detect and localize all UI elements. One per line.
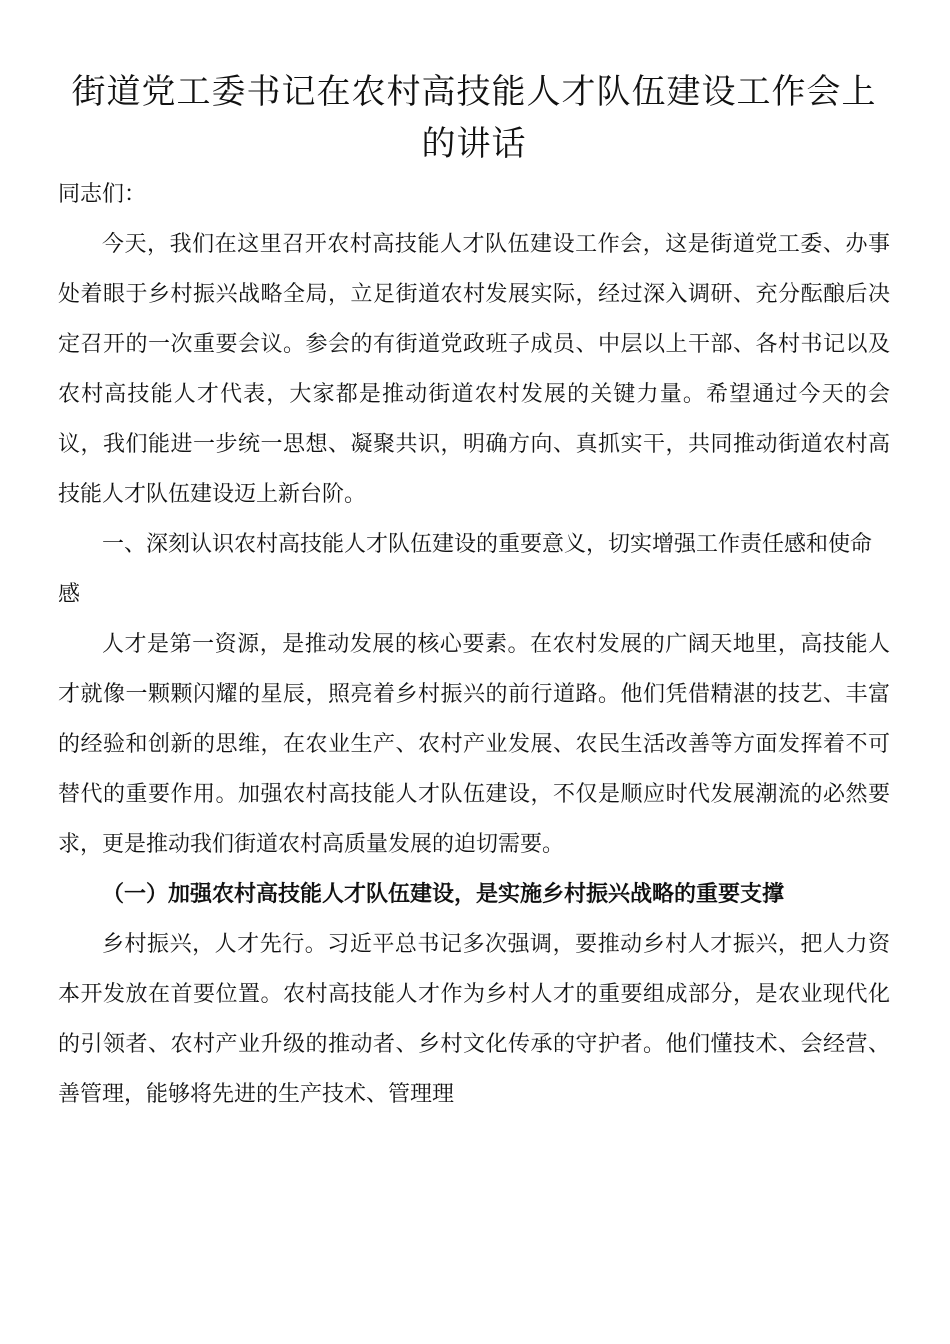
document-title: 街道党工委书记在农村高技能人才队伍建设工作会上的讲话 [71, 72, 877, 164]
paragraph-rural-revitalization: 乡村振兴，人才先行。习近平总书记多次强调，要推动乡村人才振兴，把人力资本开发放在首要位置。农村高技能人才作为乡村人才的重要组成部分，是农业现代化的引领者、农村产业升级的推动者、乡村文化传承的守护者。他们懂技术、会经营、善管理，能够将先进的生产技术、管理理 [58, 932, 890, 1107]
section-heading-1: 一、深刻认识农村高技能人才队伍建设的重要意义，切实增强工作责任感和使命感 [58, 532, 873, 607]
paragraph-intro: 今天，我们在这里召开农村高技能人才队伍建设工作会，这是街道党工委、办事处着眼于乡村振兴战略全局，立足街道农村发展实际，经过深入调研、充分酝酿后决定召开的一次重要会议。参会的有街道党政班子成员、中层以上干部、各村书记以及农村高技能人才代表，大家都是推动街道农村发展的关键力量。希望通过今天的会议，我们能进一步统一思想、凝聚共识，明确方向、真抓实干，共同推动街道农村高技能人才队伍建设迈上新台阶。 [58, 232, 890, 507]
document-page [58, 66, 890, 1120]
greeting: 同志们： [58, 182, 147, 207]
paragraph-talent: 人才是第一资源，是推动发展的核心要素。在农村发展的广阔天地里，高技能人才就像一颗颗闪耀的星辰，照亮着乡村振兴的前行道路。他们凭借精湛的技艺、丰富的经验和创新的思维，在农业生产、农村产业发展、农民生活改善等方面发挥着不可替代的重要作用。加强农村高技能人才队伍建设，不仅是顺应时代发展潮流的必然要求，更是推动我们街道农村高质量发展的迫切需要。 [58, 632, 890, 857]
subsection-heading-1: （一）加强农村高技能人才队伍建设，是实施乡村振兴战略的重要支撑 [102, 882, 785, 907]
